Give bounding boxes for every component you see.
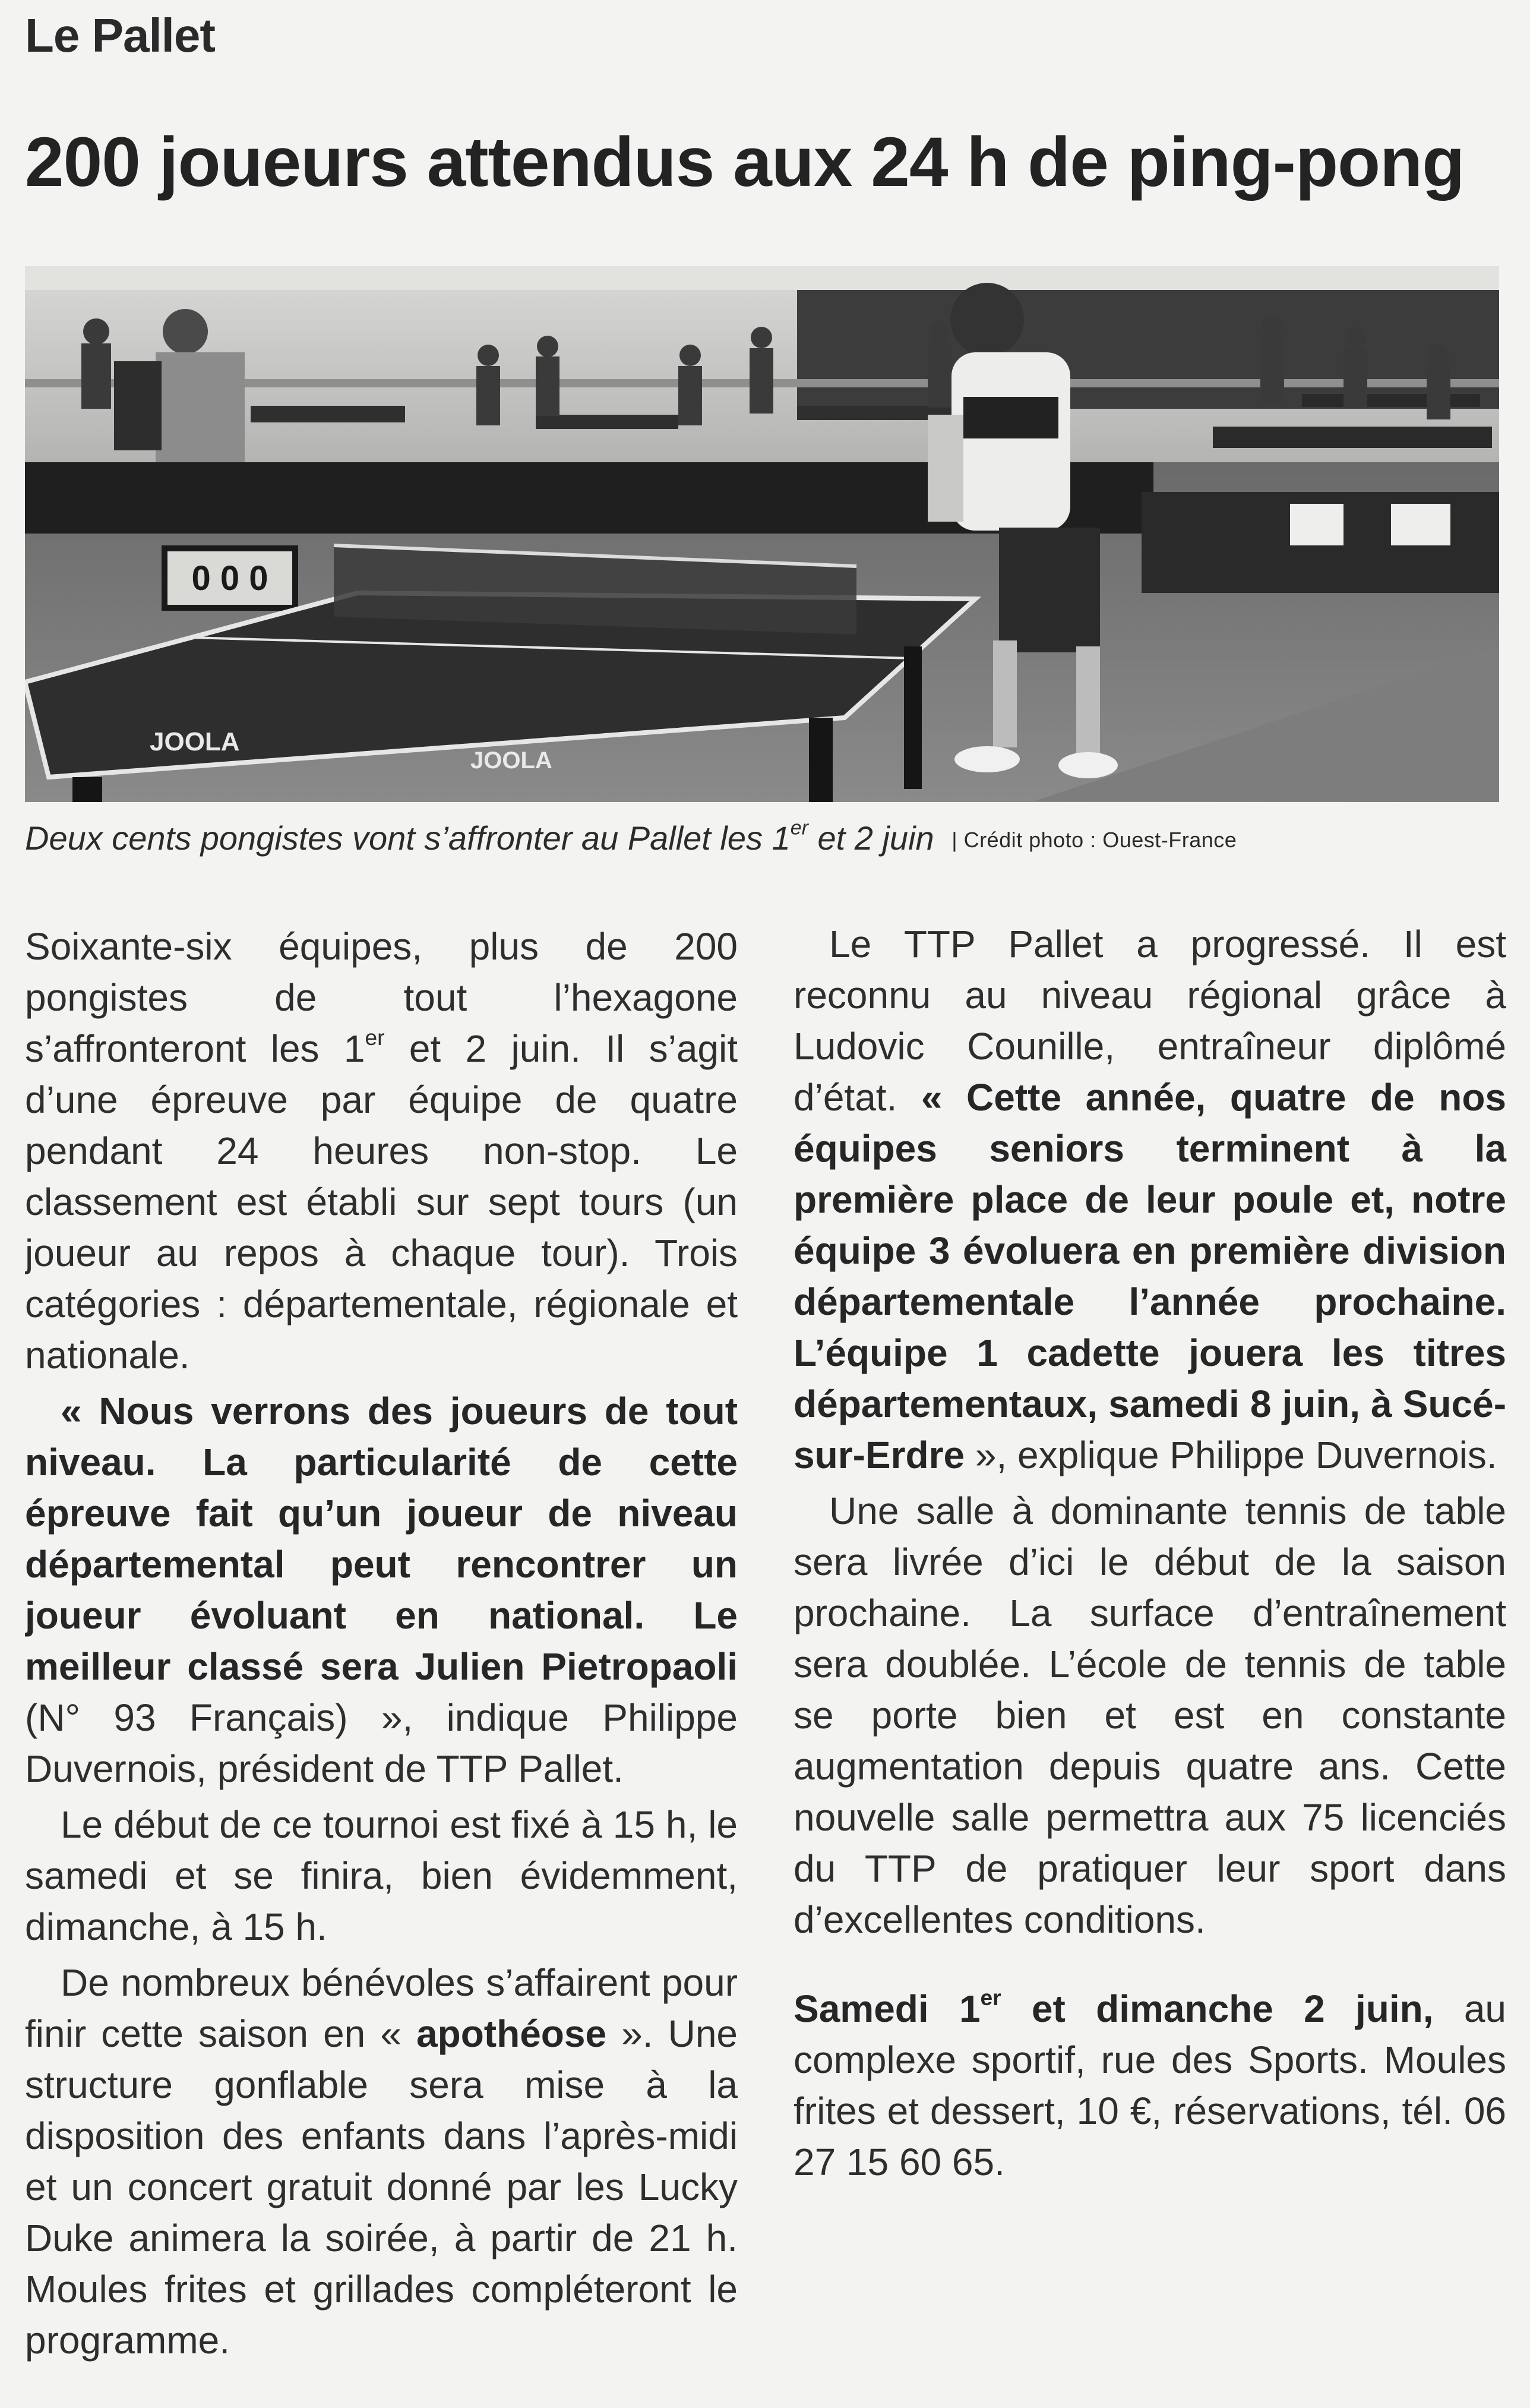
info-sup: er [980,1985,1001,2011]
article-photo [25,266,1499,802]
paragraph-6: Une salle à dominante tennis de table sera livrée d’ici le début de la saison prochaine. La surface d’entraînement sera doublée. L’école de tennis de table se porte bien et est en constante augmentation depuis quatre ans. Cette nouvelle salle permettra aux 75 licenciés du TTP de pratiquer leur sport dans d’excellentes conditions. [794,1489,1506,1941]
quote-bold: « Nous verrons des joueurs de tout niveau. La particularité de cette épreuve fait qu’un joueur de niveau départemental peut rencontrer un joueur évoluant en national. Le meilleur classé sera Julien Pietropaoli [25,1390,738,1688]
p1-text: Soixante-six équipes, plus de 200 pongistes de tout l’hexagone s’affronteront les 1 [25,925,738,1070]
photo-credit: | Crédit photo : Ouest-France [951,828,1237,852]
p5-text-end: », explique Philippe Duvernois. [965,1434,1497,1476]
caption-text: Deux cents pongistes vont s’affronter au Pallet les 1 [25,819,791,857]
p5-text: Le TTP Pallet a progressé. Il est reconnu au niveau régional grâce à Ludovic Counille, entraîneur diplômé d’état. [794,923,1506,1119]
caption-text-end: et 2 juin [808,819,934,857]
p2-text: (N° 93 Français) », indique Philippe Duvernois, président de TTP Pallet. [25,1696,738,1790]
headline: 200 joueurs attendus aux 24 h de ping-pong [25,123,1465,201]
paragraph-5 [794,919,1506,1481]
info-bold-end: et dimanche 2 juin, [1001,1987,1434,2030]
paragraph-2 [25,1386,738,1794]
event-info [794,1983,1506,2188]
table-brand-2: JOOLA [470,747,552,774]
p4-bold: apothéose [416,2012,607,2055]
caption-sup: er [790,816,808,840]
article-column-left [25,921,738,2406]
table-brand: JOOLA [150,727,240,756]
paragraph-3: Le début de ce tournoi est fixé à 15 h, le samedi et se finira, bien évidemment, dimanche, à 15 h. [25,1803,738,1948]
p4-text: De nombreux bénévoles s’affairent pour finir cette saison en « [25,1961,738,2055]
p5-bold: « Cette année, quatre de nos équipes seniors terminent à la première place de leur poule et, notre équipe 3 évoluera en première division départementale l’année prochaine. L’équipe 1 cadette jouera les titres départementaux, samedi 8 juin, à Sucé-sur-Erdre [794,1076,1507,1476]
p1-sup: er [365,1025,385,1050]
p4-text-end: ». Une structure gonflable sera mise à la disposition des enfants dans l’après-midi et un concert gratuit donné par les Lucky Duke animera la soirée, à partir de 21 h. Moules frites et grillades compléteront le programme. [25,2012,738,2362]
info-text: au complexe sportif, rue des Sports. Moules frites et dessert, 10 €, réservations, tél. 06 27 15 60 65. [794,1987,1506,2183]
paragraph-1 [25,921,738,1381]
article-column-right [794,919,1506,2188]
photo-caption [25,816,1504,857]
section-label: Le Pallet [25,9,216,62]
info-bold: Samedi 1 [794,1987,981,2030]
paragraph-4 [25,1957,738,2366]
scoreboard-digits: 0 0 0 [191,559,268,598]
p1-text-end: et 2 juin. Il s’agit d’une épreuve par équipe de quatre pendant 24 heures non-stop. Le classement est établi sur sept tours (un joueur au repos à chaque tour). Trois catégories : départementale, régionale et nationale. [25,1027,738,1377]
